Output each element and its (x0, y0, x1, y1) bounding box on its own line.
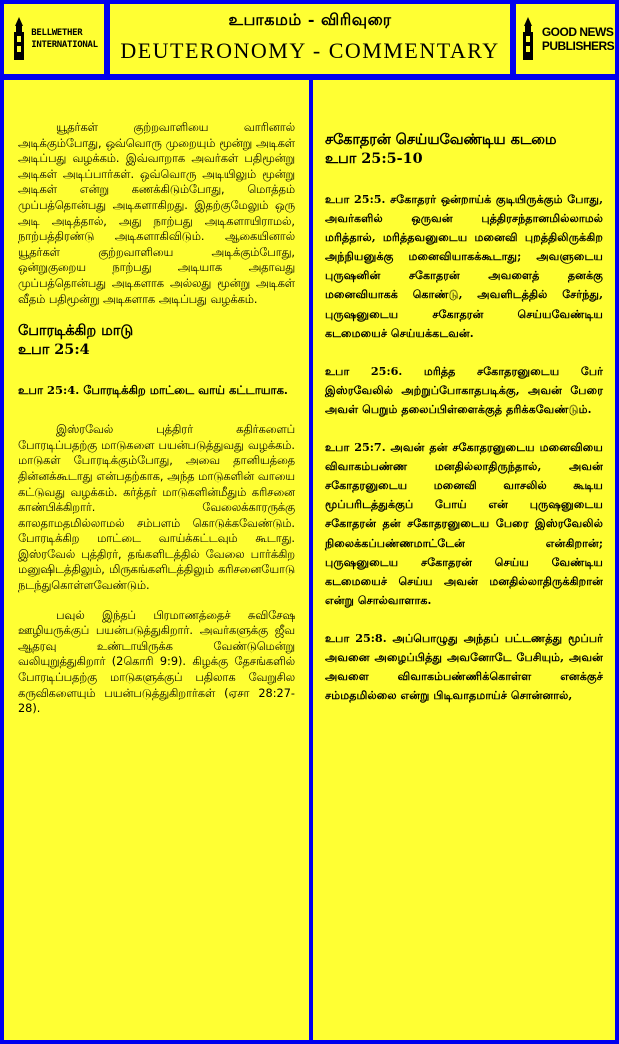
logo-line-1: BELLWETHER (31, 28, 83, 38)
title-english: DEUTERONOMY - COMMENTARY (120, 38, 500, 63)
bell-tower-icon (517, 16, 539, 62)
logo-line-2: INTERNATIONAL (31, 40, 98, 50)
left-column (4, 80, 309, 1040)
heading-reference: உபா 25:4 (18, 341, 90, 359)
verse-text: உபா 25:6. மரித்த சகோதரனுடைய பேர் இஸ்ரவேலில் அற்றுப்போகாதபடிக்கு, அவன் பேரை அவள் பெறும் தலைப்பிள்ளைக்குத் தரிக்கவேண்டும். (325, 363, 603, 416)
heading-reference: உபா 25:5-10 (325, 150, 423, 167)
verse-text: உபா 25:5. சகோதரர் ஒன்றாய்க் குடியிருக்கும் போது, அவர்களில் ஒருவன் புத்திரசந்தானமில்லாமல் மரித்தால், மரித்தவனுடைய மனைவி புறத்திலிருக்கிற அந்நியனுக்கு மனைவியாகக்கூடாது; அவளுடைய புருஷனின் சகோதரன் அவளைத் தனக்கு மனைவியாகக் கொண்டு, அவளிடத்தில் சேர்ந்து, புருஷனுடைய சகோதரன் செய்யவேண்டிய கடமையைச் செய்யக்கடவன். (325, 192, 603, 340)
good-news-logo (516, 4, 615, 74)
verse-text: உபா 25:4. போரடிக்கிற மாட்டை வாய் கட்டாயாக. (18, 383, 288, 398)
title-tamil: உபாகமம் - விரிவுரை (228, 10, 392, 29)
section-heading (325, 130, 603, 168)
paragraph: இஸ்ரவேல் புத்திரர் கதிர்களைப் போரடிப்பதற்கு மாடுகளை பயன்படுத்துவது வழக்கம். மாடுகள் போரடிக்கும்போது, அவை தானியத்தை தின்னக்கூடாது என்பதற்காக, அந்த மாடுகளின் வாயை கட்டுவது வழக்கம். கர்த்தர் மாடுகளின்மீதும் கரிசனை காண்பிக்கிறார். வேலைக்காரருக்கு காலதாமதமில்லாமல் சம்பளம் கொடுக்கவேண்டும். போரடிக்கிற மாட்டை வாய்க்கட்டவும் கூடாது. இஸ்ரவேல் புத்திரர், தங்களிடத்தில் வேலை பார்க்கிற மனுஷிடத்திலும், மிருகங்களிடத்திலும் கரிசனையோடு நடந்துகொள்ளவேண்டும். (18, 423, 295, 593)
right-column (313, 80, 615, 1040)
verse-text: உபா 25:7. அவன் தன் சகோதரனுடைய மனைவியை விவாகம்பண்ண மனதில்லாதிருந்தால், அவன் சகோதரனுடைய மனைவி வாசலில் கூடிய மூப்பரிடத்துக்குப் போய் என் புருஷனுடைய சகோதரன் தன் சகோதரனுடைய பேரை இஸ்ரவேலில் நிலைக்கப்பண்ணமாட்டேன் என்கிறான்; புருஷனுடைய சகோதரன் செய்ய வேண்டிய கடமையைச் செய்ய அவன் மனதில்லாதிருக்கிறான் என்று சொல்வாளாக. (325, 440, 603, 607)
page-header (110, 4, 510, 74)
verse-text: உபா 25:8. அப்பொழுது அந்தப் பட்டணத்து மூப்பர் அவனை அழைப்பித்து அவனோடே பேசியும், அவன் அவளை விவாகம்பண்ணிக்கொள்ள எனக்குச் சம்மதமில்லை என்று பிடிவாதமாய்ச் சொன்னால், (325, 630, 603, 703)
section-heading (18, 321, 295, 359)
bell-tower-icon (10, 16, 28, 62)
paragraph: யூதர்கள் குற்றவாளியை வாரினால் அடிக்கும்போது, ஒவ்வொரு முறையும் மூன்று அடிகள் அடிப்பது வழக்கம். இவ்வாறாக அவர்கள் பதிமூன்று அடிகள் அடிப்பார்கள். ஒவ்வொரு அடியிலும் மூன்று அடிகள் என்று கணக்கிடும்போது, மொத்தம் முப்பத்தொன்பது அடிகளாகிறது. இதற்குமேலும் ஒரு அடி அடித்தால், அது நாற்பது அடிகளாயிராமல், நாற்பத்திரண்டு அடிகளாகிவிடும். ஆகையினால் யூதர்கள் குற்றவாளியை அடிக்கும்போது, ஒன்றுகுறைய நாற்பது அடியாக அதாவது முப்பத்தொன்பது அடிகளாக அல்லது மூன்று அடிகள் வீதம் பதிமூன்று அடிகளாக அடிப்பது வழக்கம். (18, 121, 295, 306)
logo-line-1: GOOD NEWS (541, 25, 614, 39)
paragraph: பவுல் இந்தப் பிரமாணத்தைச் சுவிசேஷ ஊழியருக்குப் பயன்படுத்துகிறார். அவர்களுக்கு ஜீவ ஆதரவு உண்டாயிருக்க வேண்டுமென்று வலியுறுத்துகிறார் (2கொரி 9:9). கிழக்கு தேசங்களில் போரடிப்பதற்கு மாடுகளுக்குப் பதிலாக வேறுசில கருவிகளையும் பயன்படுத்துகிறார்கள் (ஏசா 28:27-28). (18, 608, 295, 716)
heading-title: சகோதரன் செய்யவேண்டிய கடமை (325, 131, 557, 148)
logo-line-2: PUBLISHERS (541, 39, 615, 53)
bellwether-logo (4, 4, 104, 74)
heading-title: போரடிக்கிற மாடு (18, 322, 134, 340)
